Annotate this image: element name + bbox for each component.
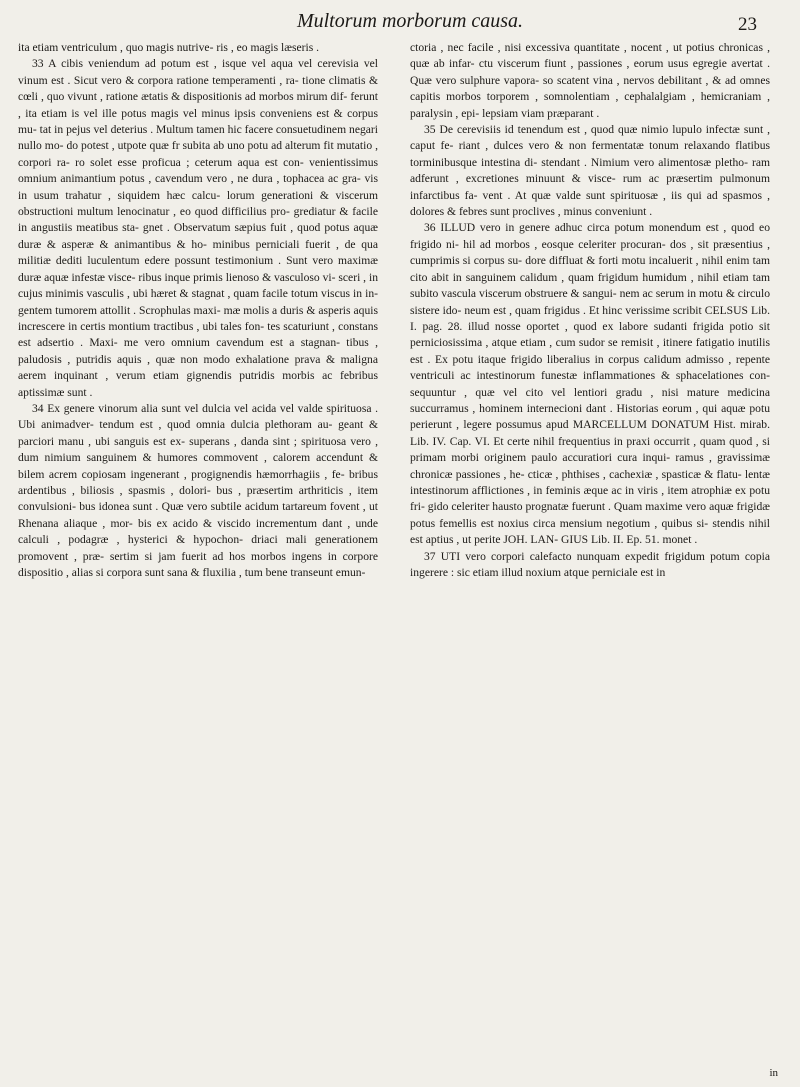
paragraph: 35 De cerevisiis id tenendum est , quod quæ nimio lupulo infectæ sunt , caput fe- riant , dulces vero & non fermentatæ tonum relaxando flatibus torminibusque intestina di- stendant . Nimium vero alimentosæ pletho- ram adferunt , excretiones minuunt & visce- rum ac præsertim pulmonum infarctibus fa- vent . At quæ valde sunt spirituosæ , iis qui ad spasmos , dolores & febres sunt proclives , minus conveniunt .	[410, 123, 770, 219]
catchword: in	[769, 1067, 778, 1079]
paragraph: 34 Ex genere vinorum alia sunt vel dulcia vel acida vel valde spirituosa . Ubi animadver- tendum est , quod omnia dulcia plethoram au- geant & parciori manu , ubi sanguis est ex- superans , danda sint ; spirituosa vero , dum nimium sanguinem & humores commovent , calorem accendunt & bilem acrem copiosam ingenerant , progignendis hæmorrhagiis , fe- bribus ardentibus , biliosis , spasmis , dolori- bus , præsertim arthriticis , item convulsioni- bus idonea sunt . Quæ vero subtile acidum tartareum fovent , ut Rhenana aliaque , mor- bis ex acido & viscido incrementum dant , unde calculi , podagræ , hysterici & hypochon- driaci mali generationem promovent , præ- sertim si jam fuerit ad hos morbos ingens in corpore dispositio , alias si corpora sunt sana & fluxilia , tum bene transeunt emun-	[18, 401, 378, 579]
right-column	[410, 40, 770, 581]
paragraph: 36 ILLUD vero in genere adhuc circa potum monendum est , quod eo frigido ni- hil ad morbos , eosque celeriter procuran- dos , sit præsentius , cumprimis si corpus su- dore diffluat & forti motu incaluerit , nihil enim tam cito abit in sanguinem calidum , quam frigidum humidum , nihil etiam tam subito vascula viscerum obstruere & sangui- nem ac serum in motu & circulo sistere ido- neum est , quam frigidus . Et hinc verissime scribit CELSUS Lib. I. pag. 28. illud nosse oportet , quod ex labore sudanti frigida potio sit perniciosissima , atque etiam , cum sudor se remisit , itinere fatigatio inutilis est . Ex potu itaque frigido liberalius in corpus calidum admisso , repente ventriculi ac intestinorum funestæ inflammationes & sphacelationes con- sequuntur , quæ vel cito vel lentiori gradu , nisi mature medicina succurramus , hominem internecioni dant . Historias eorum , qui aquæ potu perierunt , legere possumus apud MARCELLUM DONATUM Hist. mirab. Lib. IV. Cap. VI. Et certe nihil frequentius in praxi occurrit , quam quod , si primam morbi originem paulo accuratiori cura inqui- ramus , gravissimæ chronicæ passiones , he- cticæ , phthises , cachexiæ , spasticæ & flatu- lentæ intestinorum afflictiones , in feminis æque ac in viris , item atrophiæ ex potu fri- gido celeriter hausto prognatæ fuerunt . Quam maxime vero aquæ frigidæ potus femellis est noxius circa mensium negotium , quibus si- stendis nihil est aptius , ut perite JOH. LAN- GIUS Lib. II. Ep. 51. monet .	[410, 221, 770, 547]
running-title: Multorum morborum causa.	[296, 10, 524, 32]
paragraph: ctoria , nec facile , nisi excessiva quantitate , nocent , ut potius chronicas , quæ ab infar- ctu viscerum fiunt , passiones , eorum usus egregie avertat . Quæ vero sulphure vapora- so scatent vina , nervos debilitant , & ad omnes capitis morbos torporem , somnolentiam , cephalalgiam , hemicraniam , paralysin , epi- lepsiam viam præparant .	[410, 41, 770, 120]
paragraph: ita etiam ventriculum , quo magis nutrive- ris , eo magis læseris .	[18, 41, 320, 54]
paragraph: 37 UTI vero corpori calefacto nunquam expedit frigidum potum copia ingerere : sic etiam illud noxium atque perniciale est in	[410, 549, 770, 579]
left-column	[18, 40, 378, 581]
page-number: 23	[738, 14, 757, 35]
running-header	[0, 8, 800, 36]
paragraph: 33 A cibis veniendum ad potum est , isque vel aqua vel cerevisia vel vinum est . Sicut vero & corpora ratione temperamenti , ra- tione climatis & cœli , quo vivunt , ratione ætatis & dispositionis ad morbos mirum dif- ferunt , ita etiam is vel ille potus magis vel minus ipsis conveniens est & corpus mu- tat in pejus vel deterius . Multum tamen hic facere consuetudinem negari nullo mo- do potest , utpote quæ fr subita ab uno potu ad alterum fit mutatio , corpori ra- ro solet esse proficua ; ceterum aqua est con- venientissimus omnium animantium potus , cavendum vero , ne dura , tophacea ac gra- vis in usum trahatur , siquidem hæc calcu- lorum generationi & viscerum obstructioni multum lenocinatur , eo quod difficilius pro- grediatur & facile in angustiis meatibus sta- gnet . Observatum sæpius fuit , quod potus aquæ duræ & asperæ & animantibus & ho- minibus perniciali fuerit , de qua militiæ dediti luculentum edere possunt testimonium . Sunt vero maximæ duræ aquæ infestæ visce- ribus inque primis lienoso & vasculoso vi- sceri , in cujus minimis vasculis , ubi hæret & stagnat , quam facile totum viscus in in- gentem tumorem attollit . Scrophulas maxi- mæ molis a duris & asperis aquis increscere in certis montium tractibus , ubi tales fon- tes scaturiunt , constans est adsertio . Maxi- me vero omnium cavendum est a stagnan- tibus , paludosis , putridis aquis , quæ non modo exhalatione prava & maligna aerem inquinant , verum etiam gignendis putridis morbis ac febribus aptissimæ sunt .	[18, 57, 379, 399]
